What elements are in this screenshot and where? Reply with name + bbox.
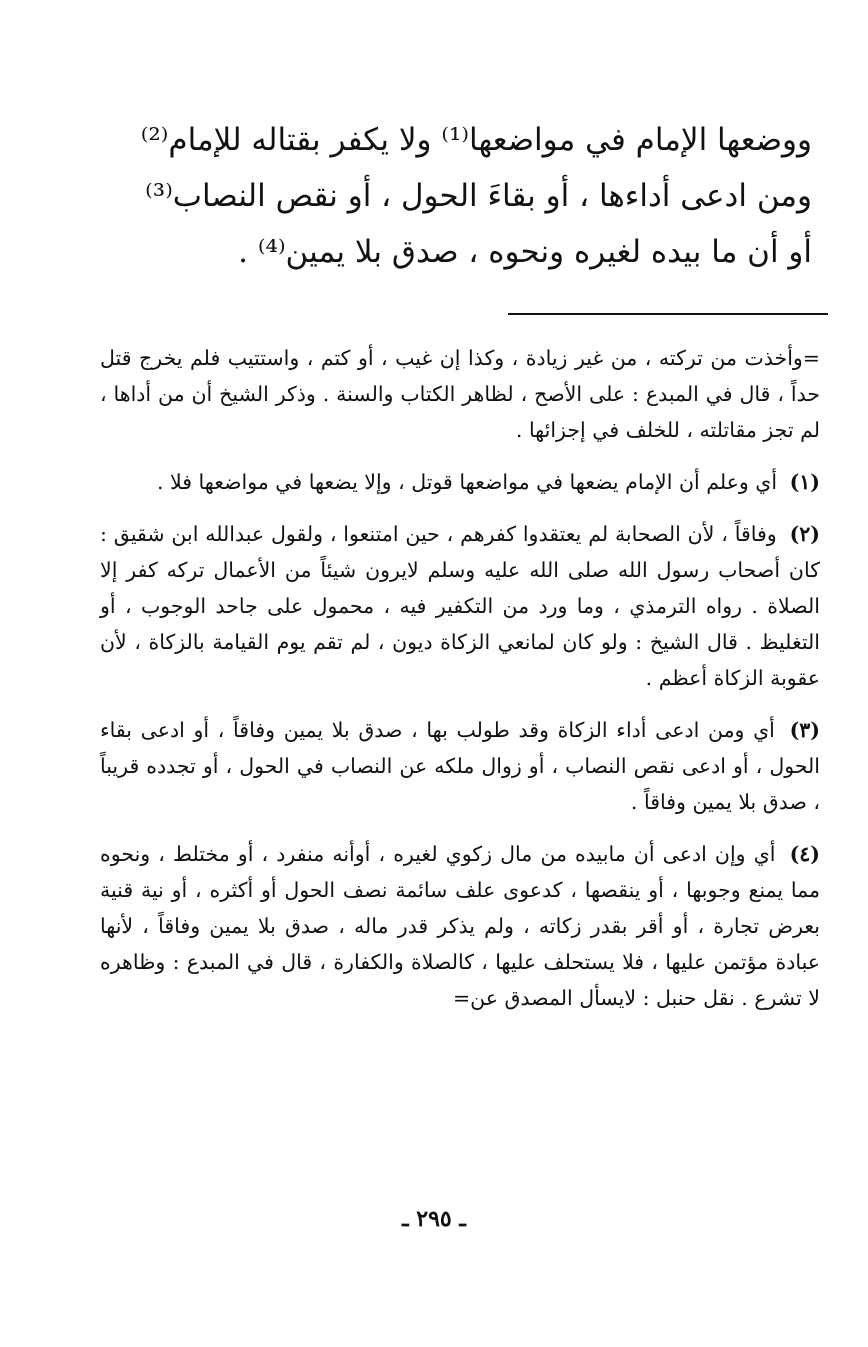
main-text [100, 112, 812, 280]
footnote-number: (٤) [789, 842, 820, 866]
footnote-text: أي ومن ادعى أداء الزكاة وقد طولب بها ، صدق بلا يمين وفاقاً ، أو ادعى بقاء الحول ، أو ادعى نقص النصاب ، أو زوال ملكه عن النصاب في الحول ، أو تجدده قريباً ، صدق بلا يمين وفاقاً . [100, 718, 820, 814]
footnote-text: أي وإن ادعى أن مابيده من مال زكوي لغيره ، أوأنه منفرد ، أو مختلط ، ونحوه مما يمنع وجوبها ، أو ينقصها ، كدعوى علف سائمة نصف الحول أو أكثره ، أو نية قنية بعرض تجارة ، أو أقر بقدر زكاته ، ولم يذكر قدر ماله ، صدق بلا يمين وفاقاً ، لأنها عبادة مؤتمن عليها ، فلا يستحلف عليها ، كالصلاة والكفارة ، قال في المبدع : وظاهره لا تشرع . نقل حنبل : لايسأل المصدق عن= [100, 842, 820, 1010]
footnote-text: وفاقاً ، لأن الصحابة لم يعتقدوا كفرهم ، حين امتنعوا ، ولقول عبدالله ابن شقيق : كان أصحاب رسول الله صلى الله عليه وسلم لايرون شيئاً من الأعمال تركه كفر إلا الصلاة . رواه الترمذي ، وما ورد من التكفير فيه ، محمول على جاحد الوجوب ، أو التغليظ . قال الشيخ : ولو كان لمانعي الزكاة ديون ، لم تقم يوم القيامة بالزكاة ، لأن عقوبة الزكاة أعظم . [100, 522, 820, 690]
main-text-line: ووضعها الإمام في مواضعها⁽¹⁾ ولا يكفر بقتاله للإمام⁽²⁾ [140, 122, 812, 158]
footnote-number: (٣) [789, 718, 820, 742]
footnote-divider [508, 313, 828, 315]
footnote [100, 516, 820, 696]
footnotes [100, 340, 820, 1032]
main-text-line: ومن ادعى أداءها ، أو بقاءَ الحول ، أو نقص النصاب⁽³⁾ [145, 178, 812, 214]
footnote [100, 464, 820, 500]
footnote [100, 712, 820, 820]
footnote [100, 836, 820, 1016]
footnote-number: (١) [789, 470, 820, 494]
footnote-number: (٢) [789, 522, 820, 546]
page-number: ـ ٢٩٥ ـ [402, 1206, 466, 1232]
footnote-continuation: =وأخذت من تركته ، من غير زيادة ، وكذا إن غيب ، أو كتم ، واستتيب فلم يخرج قتل حداً ، قال في المبدع : على الأصح ، لظاهر الكتاب والسنة . وذكر الشيخ أن من أداها ، لم تجز مقاتلته ، للخلف في إجزائها . [100, 346, 820, 442]
main-text-line: أو أن ما بيده لغيره ونحوه ، صدق بلا يمين⁽⁴⁾ . [238, 234, 812, 270]
footnote-text: أي وعلم أن الإمام يضعها في مواضعها قوتل ، وإلا يضعها في مواضعها فلا . [156, 470, 778, 494]
